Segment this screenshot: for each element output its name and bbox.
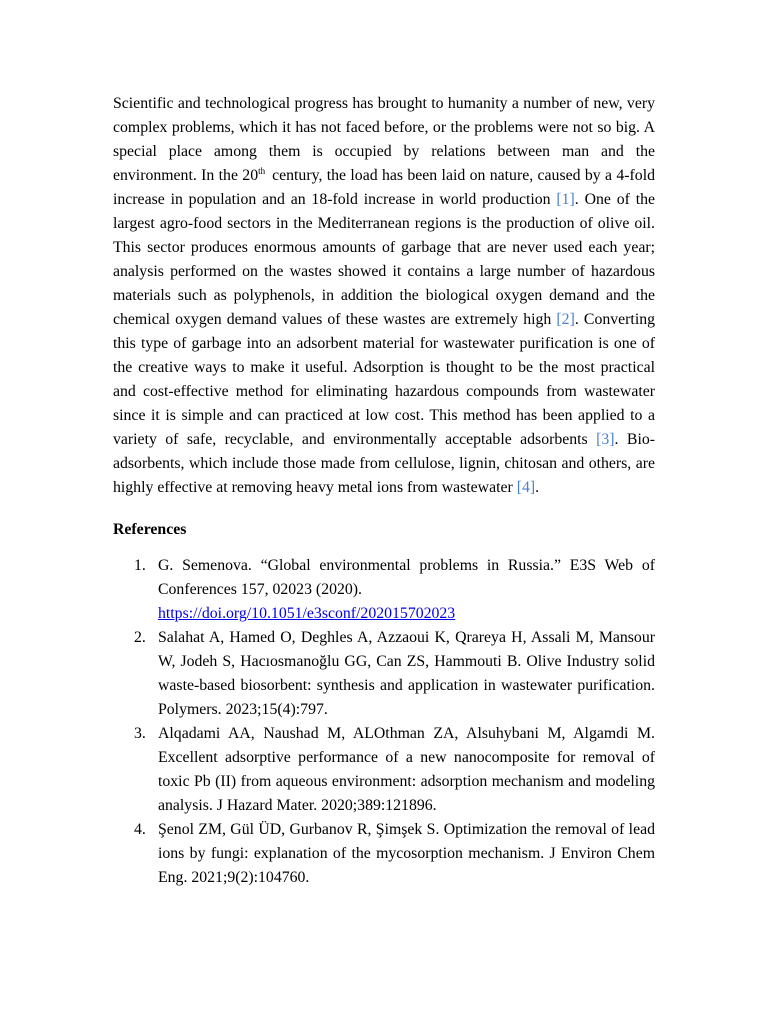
reference-number: 2. [134, 629, 146, 646]
reference-number: 1. [134, 557, 146, 574]
doi-link[interactable]: https://doi.org/10.1051/e3sconf/202015702023 [158, 605, 456, 622]
citation-link-4[interactable]: [4] [516, 479, 536, 496]
citation-link-3[interactable]: [3] [596, 431, 615, 448]
reference-list [113, 554, 655, 890]
citation-link-1[interactable]: [1] [556, 191, 575, 208]
ordinal-superscript: th [258, 166, 266, 176]
references-heading: References [113, 521, 187, 538]
reference-number: 4. [134, 821, 146, 838]
reference-text: Salahat A, Hamed O, Deghles A, Azzaoui K, Qrareya H, Assali M, Mansour W, Jodeh S, Hacıosmanoğlu GG, Can ZS, Hammouti B. Olive Industry solid waste-based biosorbent: synthesis and application in wastewater purification. Polymers. 2023;15(4):797. [158, 629, 655, 718]
paragraph-segment-1: Scientific and technological progress has brought to humanity a number of new, very complex problems, which it has not faced before, or the problems were not so big. A special place among them is occupied by relations between man and the environment. In the 20 [113, 95, 655, 184]
paragraph-segment-2: century, the load has been laid on nature, caused by a 4-fold increase in population and an 18-fold increase in world production [113, 167, 655, 208]
citation-link-2[interactable]: [2] [556, 311, 575, 328]
body-paragraph [113, 92, 655, 500]
reference-item-2 [113, 626, 655, 722]
reference-text: G. Semenova. “Global environmental problems in Russia.” E3S Web of Conferences 157, 02023 (2020). [158, 557, 655, 598]
paragraph-segment-6: . [535, 479, 540, 496]
reference-number: 3. [134, 725, 146, 742]
reference-item-1 [113, 554, 655, 626]
document-page [113, 92, 655, 890]
paragraph-segment-5: . Bio-adsorbents, which include those made from cellulose, lignin, chitosan and others, are highly effective at removing heavy metal ions from wastewater [113, 431, 655, 496]
paragraph-segment-3: . One of the largest agro-food sectors in the Mediterranean regions is the production of olive oil. This sector produces enormous amounts of garbage that are never used each year; analysis performed on the wastes showed it contains a large number of hazardous materials such as polyphenols, in addition the biological oxygen demand and the chemical oxygen demand values of these wastes are extremely high [113, 191, 655, 328]
reference-item-4 [113, 818, 655, 890]
reference-text: Şenol ZM, Gül ÜD, Gurbanov R, Şimşek S. Optimization the removal of lead ions by fungi: explanation of the mycosorption mechanism. J Environ Chem Eng. 2021;9(2):104760. [158, 821, 655, 886]
reference-item-3 [113, 722, 655, 818]
paragraph-segment-4: . Converting this type of garbage into an adsorbent material for wastewater purification is one of the creative ways to make it useful. Adsorption is thought to be the most practical and cost-effective method for eliminating hazardous compounds from wastewater since it is simple and can practiced at low cost. This method has been applied to a variety of safe, recyclable, and environmentally acceptable adsorbents [113, 311, 655, 448]
reference-text: Alqadami AA, Naushad M, ALOthman ZA, Alsuhybani M, Algamdi M. Excellent adsorptive performance of a new nanocomposite for removal of toxic Pb (II) from aqueous environment: adsorption mechanism and modeling analysis. J Hazard Mater. 2020;389:121896. [158, 725, 655, 814]
